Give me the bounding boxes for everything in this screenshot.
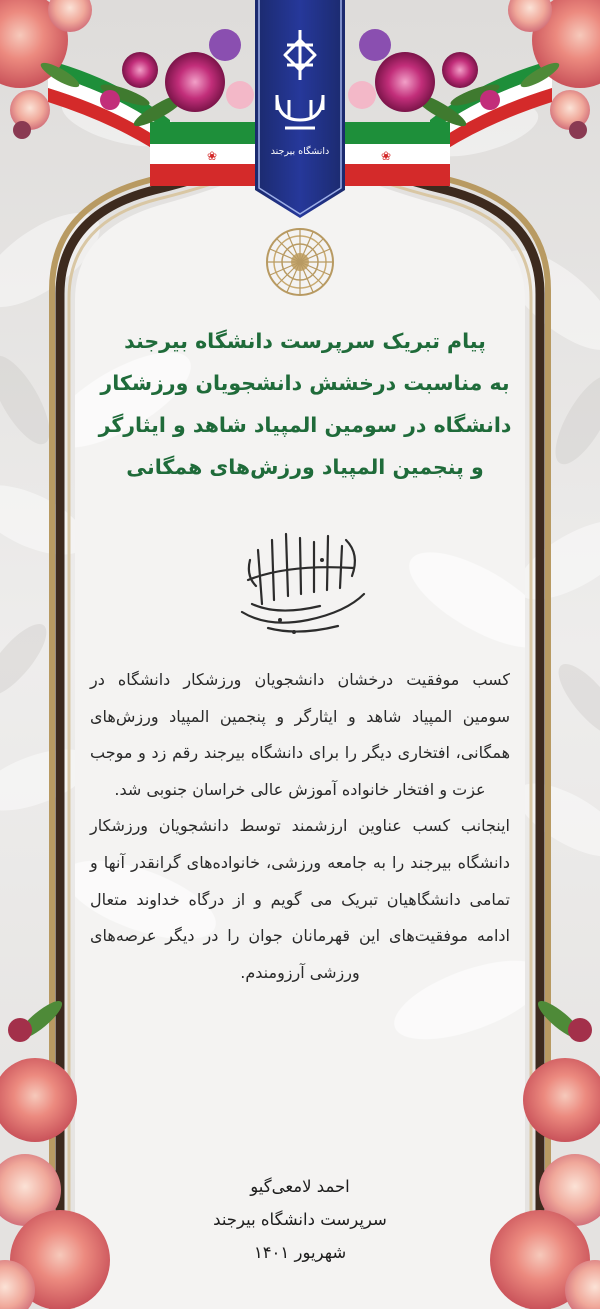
body-paragraph-2: اینجانب کسب عناوین ارزشمند توسط دانشجویان ورزشکار دانشگاه بیرجند را به جامعه ورزشی، خانواده‌های گرانقدر آنها و تمامی دانشگاهیان تبریک می گویم و از درگاه خداوند متعال ادامه موفقیت‌های این قهرمانان جوان را در دیگر عرصه‌های ورزشی آرزومندم. <box>90 816 510 982</box>
signer-name: احمد لامعی‌گیو <box>250 1177 350 1196</box>
svg-text:❀: ❀ <box>206 149 218 163</box>
signature-block <box>150 1170 450 1269</box>
heading-line-3: دانشگاه در سومین المپیاد شاهد و ایثارگر <box>98 413 512 437</box>
rosette-ornament-icon <box>267 229 333 295</box>
svg-text:❀: ❀ <box>380 149 392 163</box>
bismillah-calligraphy <box>228 520 374 640</box>
heading-line-4: و پنجمین المپیاد ورزش‌های همگانی <box>126 455 484 479</box>
body-paragraph-1: کسب موفقیت درخشان دانشجویان ورزشکار دانشگاه در سومین المپیاد شاهد و ایثارگر و پنجمین المپیاد ورزش‌های همگانی، افتخاری دیگر را برای دانشگاه بیرجند رقم زد و موجب عزت و افتخار خانواده آموزش عالی خراسان جنوبی شد. <box>90 670 510 799</box>
heading-line-2: به مناسبت درخشش دانشجویان ورزشکار <box>100 371 510 395</box>
message-date: شهریور ۱۴۰۱ <box>253 1243 347 1262</box>
heading-line-1: پیام تبریک سرپرست دانشگاه بیرجند <box>124 329 486 353</box>
message-body <box>90 662 510 991</box>
message-heading <box>95 320 515 488</box>
university-logo-banner <box>255 0 345 218</box>
calligraphy-text <box>228 566 374 579</box>
university-logo-caption: دانشگاه بیرجند <box>270 146 330 157</box>
signer-title: سرپرست دانشگاه بیرجند <box>213 1210 387 1229</box>
calligraphy-icon <box>228 520 374 640</box>
